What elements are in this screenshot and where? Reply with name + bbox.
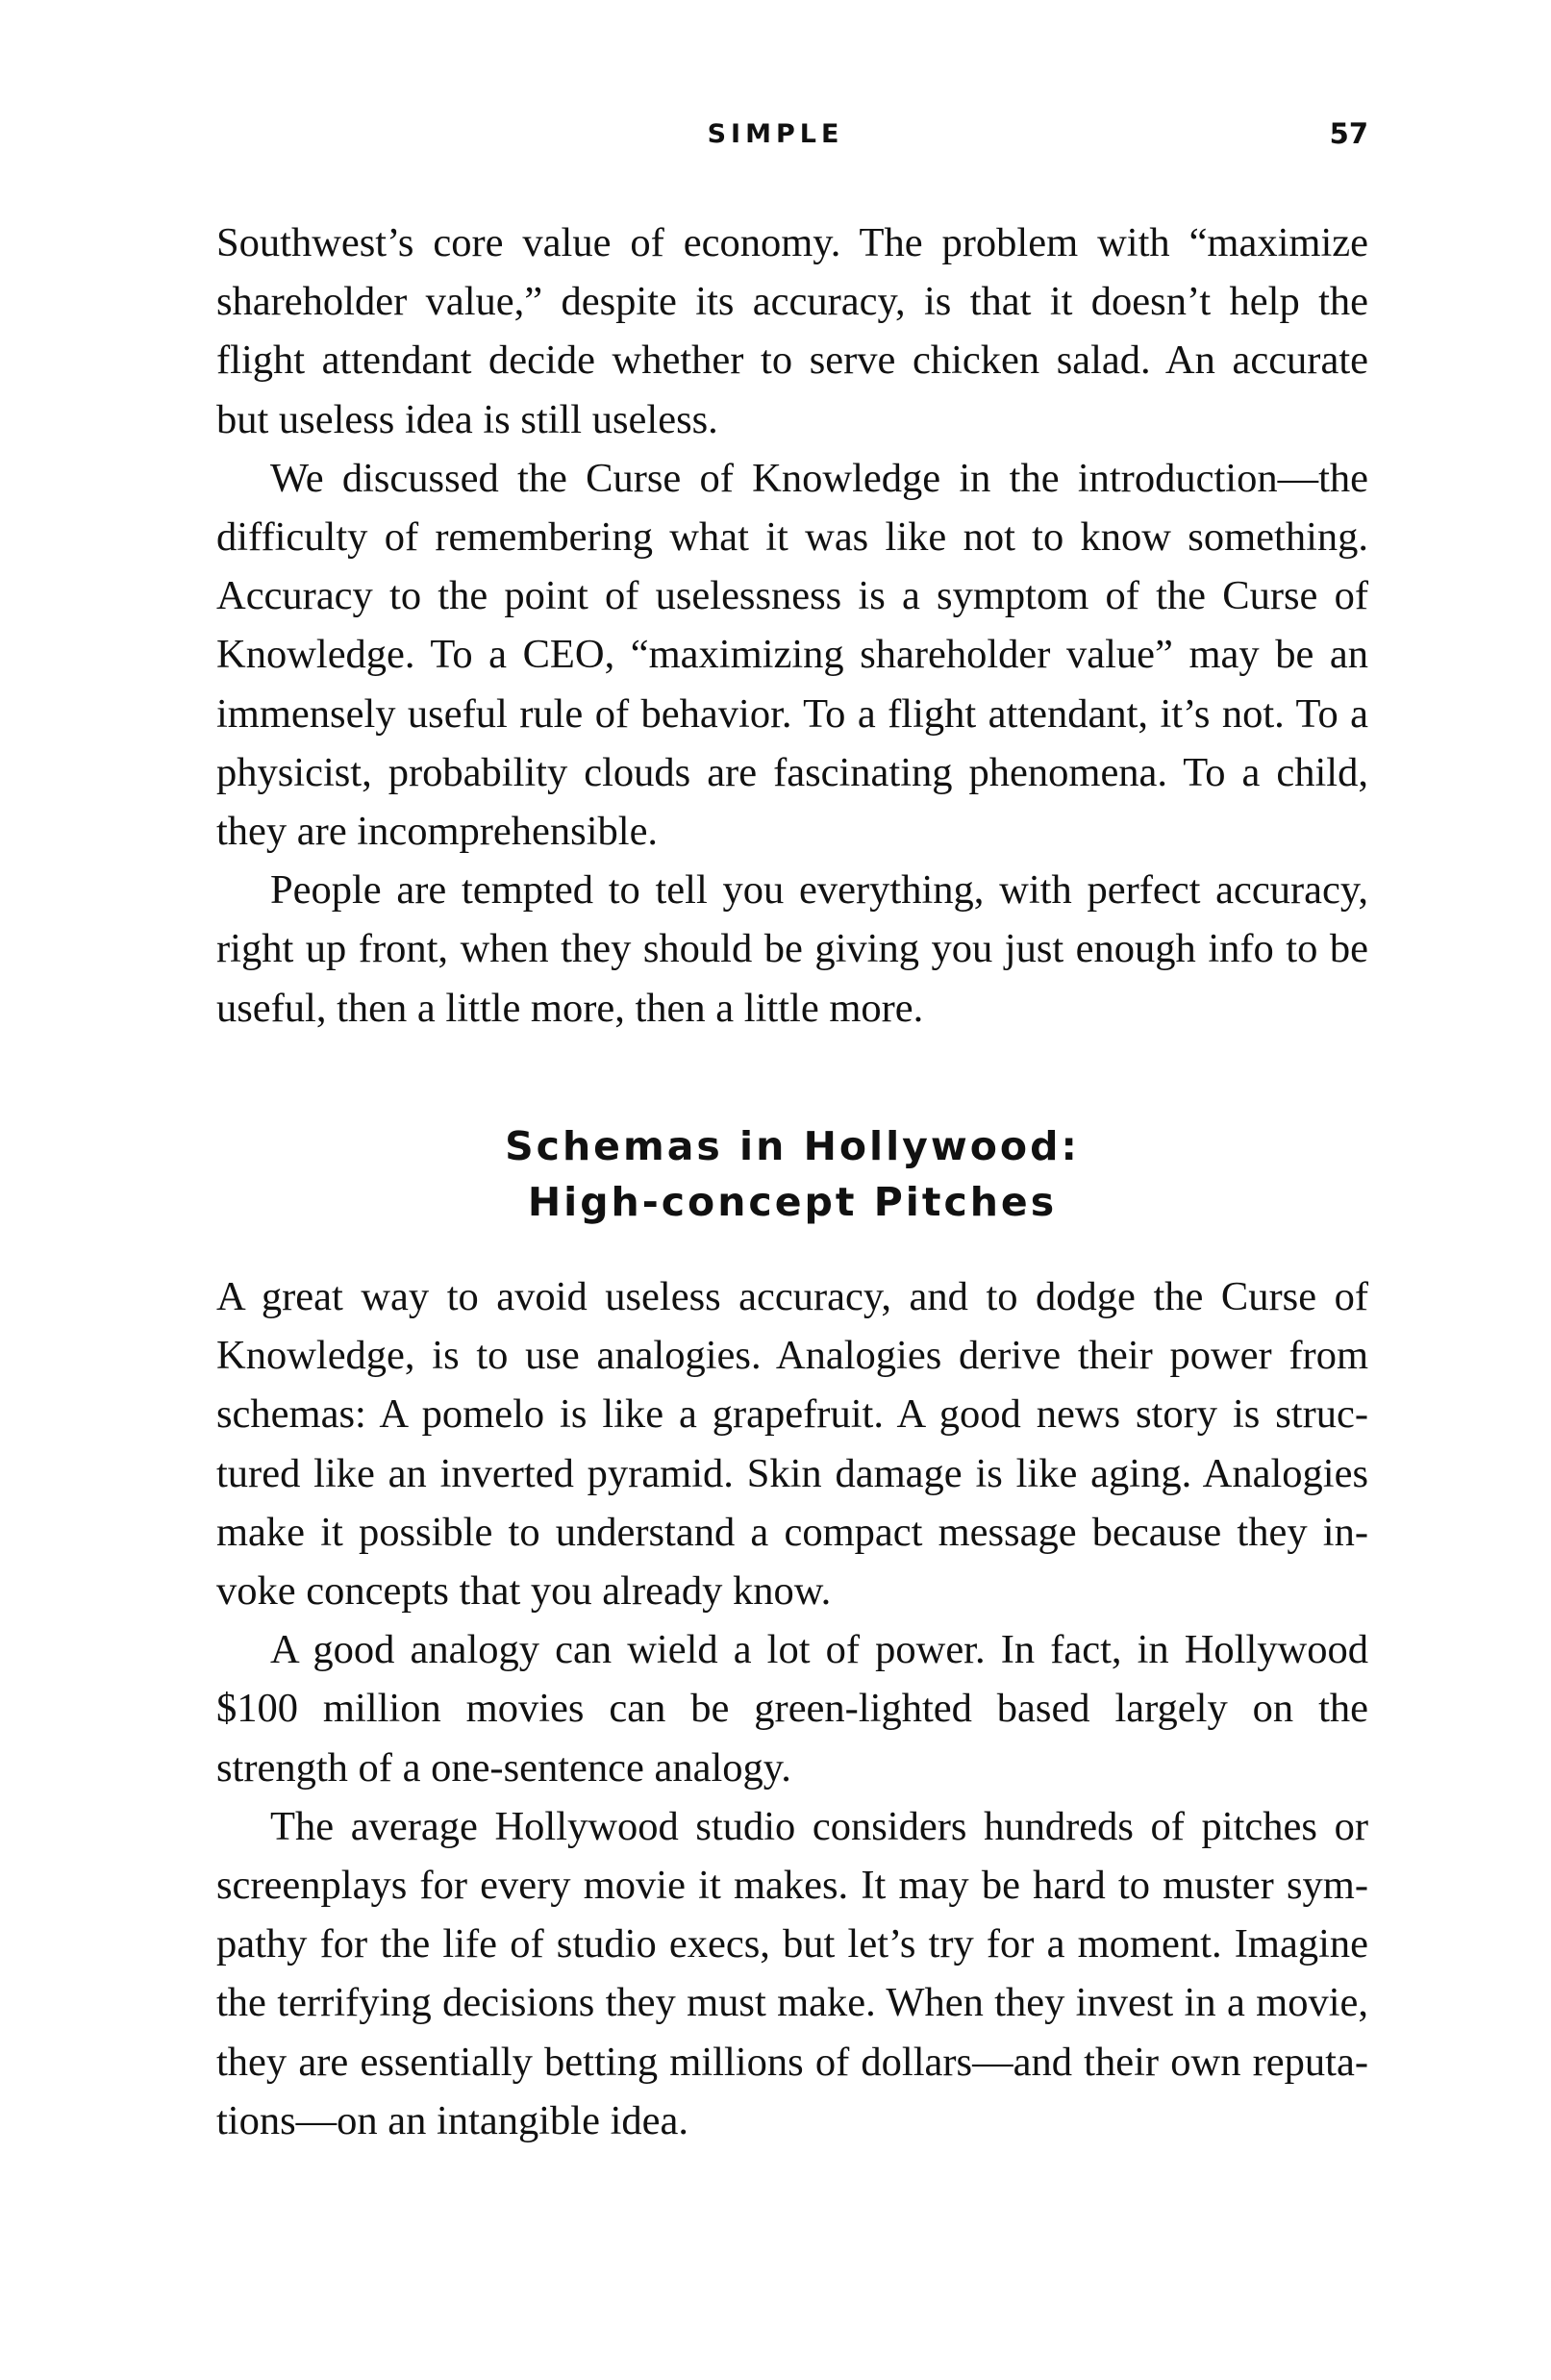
running-head [0, 115, 1551, 154]
page-number: 57 [1329, 117, 1368, 150]
paragraph: We discussed the Curse of Knowledge in the introduction—the difficulty of remembering what it was like not to know something. Accuracy to the point of uselessness is a symptom of the Curse of Knowledge. To a CEO, “maximizing shareholder value” may be an immensely useful rule of behavior. To a flight attendant, it’s not. To a physicist, probability clouds are fascinating phenomena. To a child, they are incomprehensible. [216, 455, 1368, 855]
paragraph: A great way to avoid useless accuracy, and to dodge the Curse of Knowledge, is to use analogies. Analogies derive their power from schemas: A pomelo is like a grapefruit. A good news story is structured like an inverted pyramid. Skin damage is like aging. Analogies make it possible to understand a compact message because they invoke concepts that you already know. [216, 1274, 1368, 1615]
paragraph: The average Hollywood studio considers hundreds of pitches or screenplays for every movie it makes. It may be hard to muster sympathy for the life of studio execs, but let’s try for a moment. Imagine the terrifying decisions they must make. When they invest in a movie, they are essentially betting millions of dollars—and their own reputations—on an intangible idea. [216, 1803, 1368, 2143]
section-heading-line: Schemas in Hollywood: [505, 1123, 1080, 1169]
paragraph: A good analogy can wield a lot of power. In fact, in Hollywood $100 million movies can be green-lighted based largely on the strength of a one-sentence analogy. [216, 1627, 1368, 1791]
paragraph: Southwest’s core value of economy. The problem with “maximize shareholder value,” despite its accuracy, is that it doesn’t help the flight attendant decide whether to serve chicken salad. An accurate but useless idea is still useless. [216, 220, 1368, 442]
body-text-bottom [216, 1267, 1368, 2150]
section-heading-line: High-concept Pitches [527, 1179, 1058, 1225]
running-title: SIMPLE [707, 119, 844, 149]
body-text-top [216, 213, 1368, 1038]
paragraph: People are tempted to tell you everything, with perfect accuracy, right up front, when they should be giving you just enough info to be useful, then a little more, then a little more. [216, 867, 1368, 1031]
section-heading [216, 1118, 1368, 1230]
